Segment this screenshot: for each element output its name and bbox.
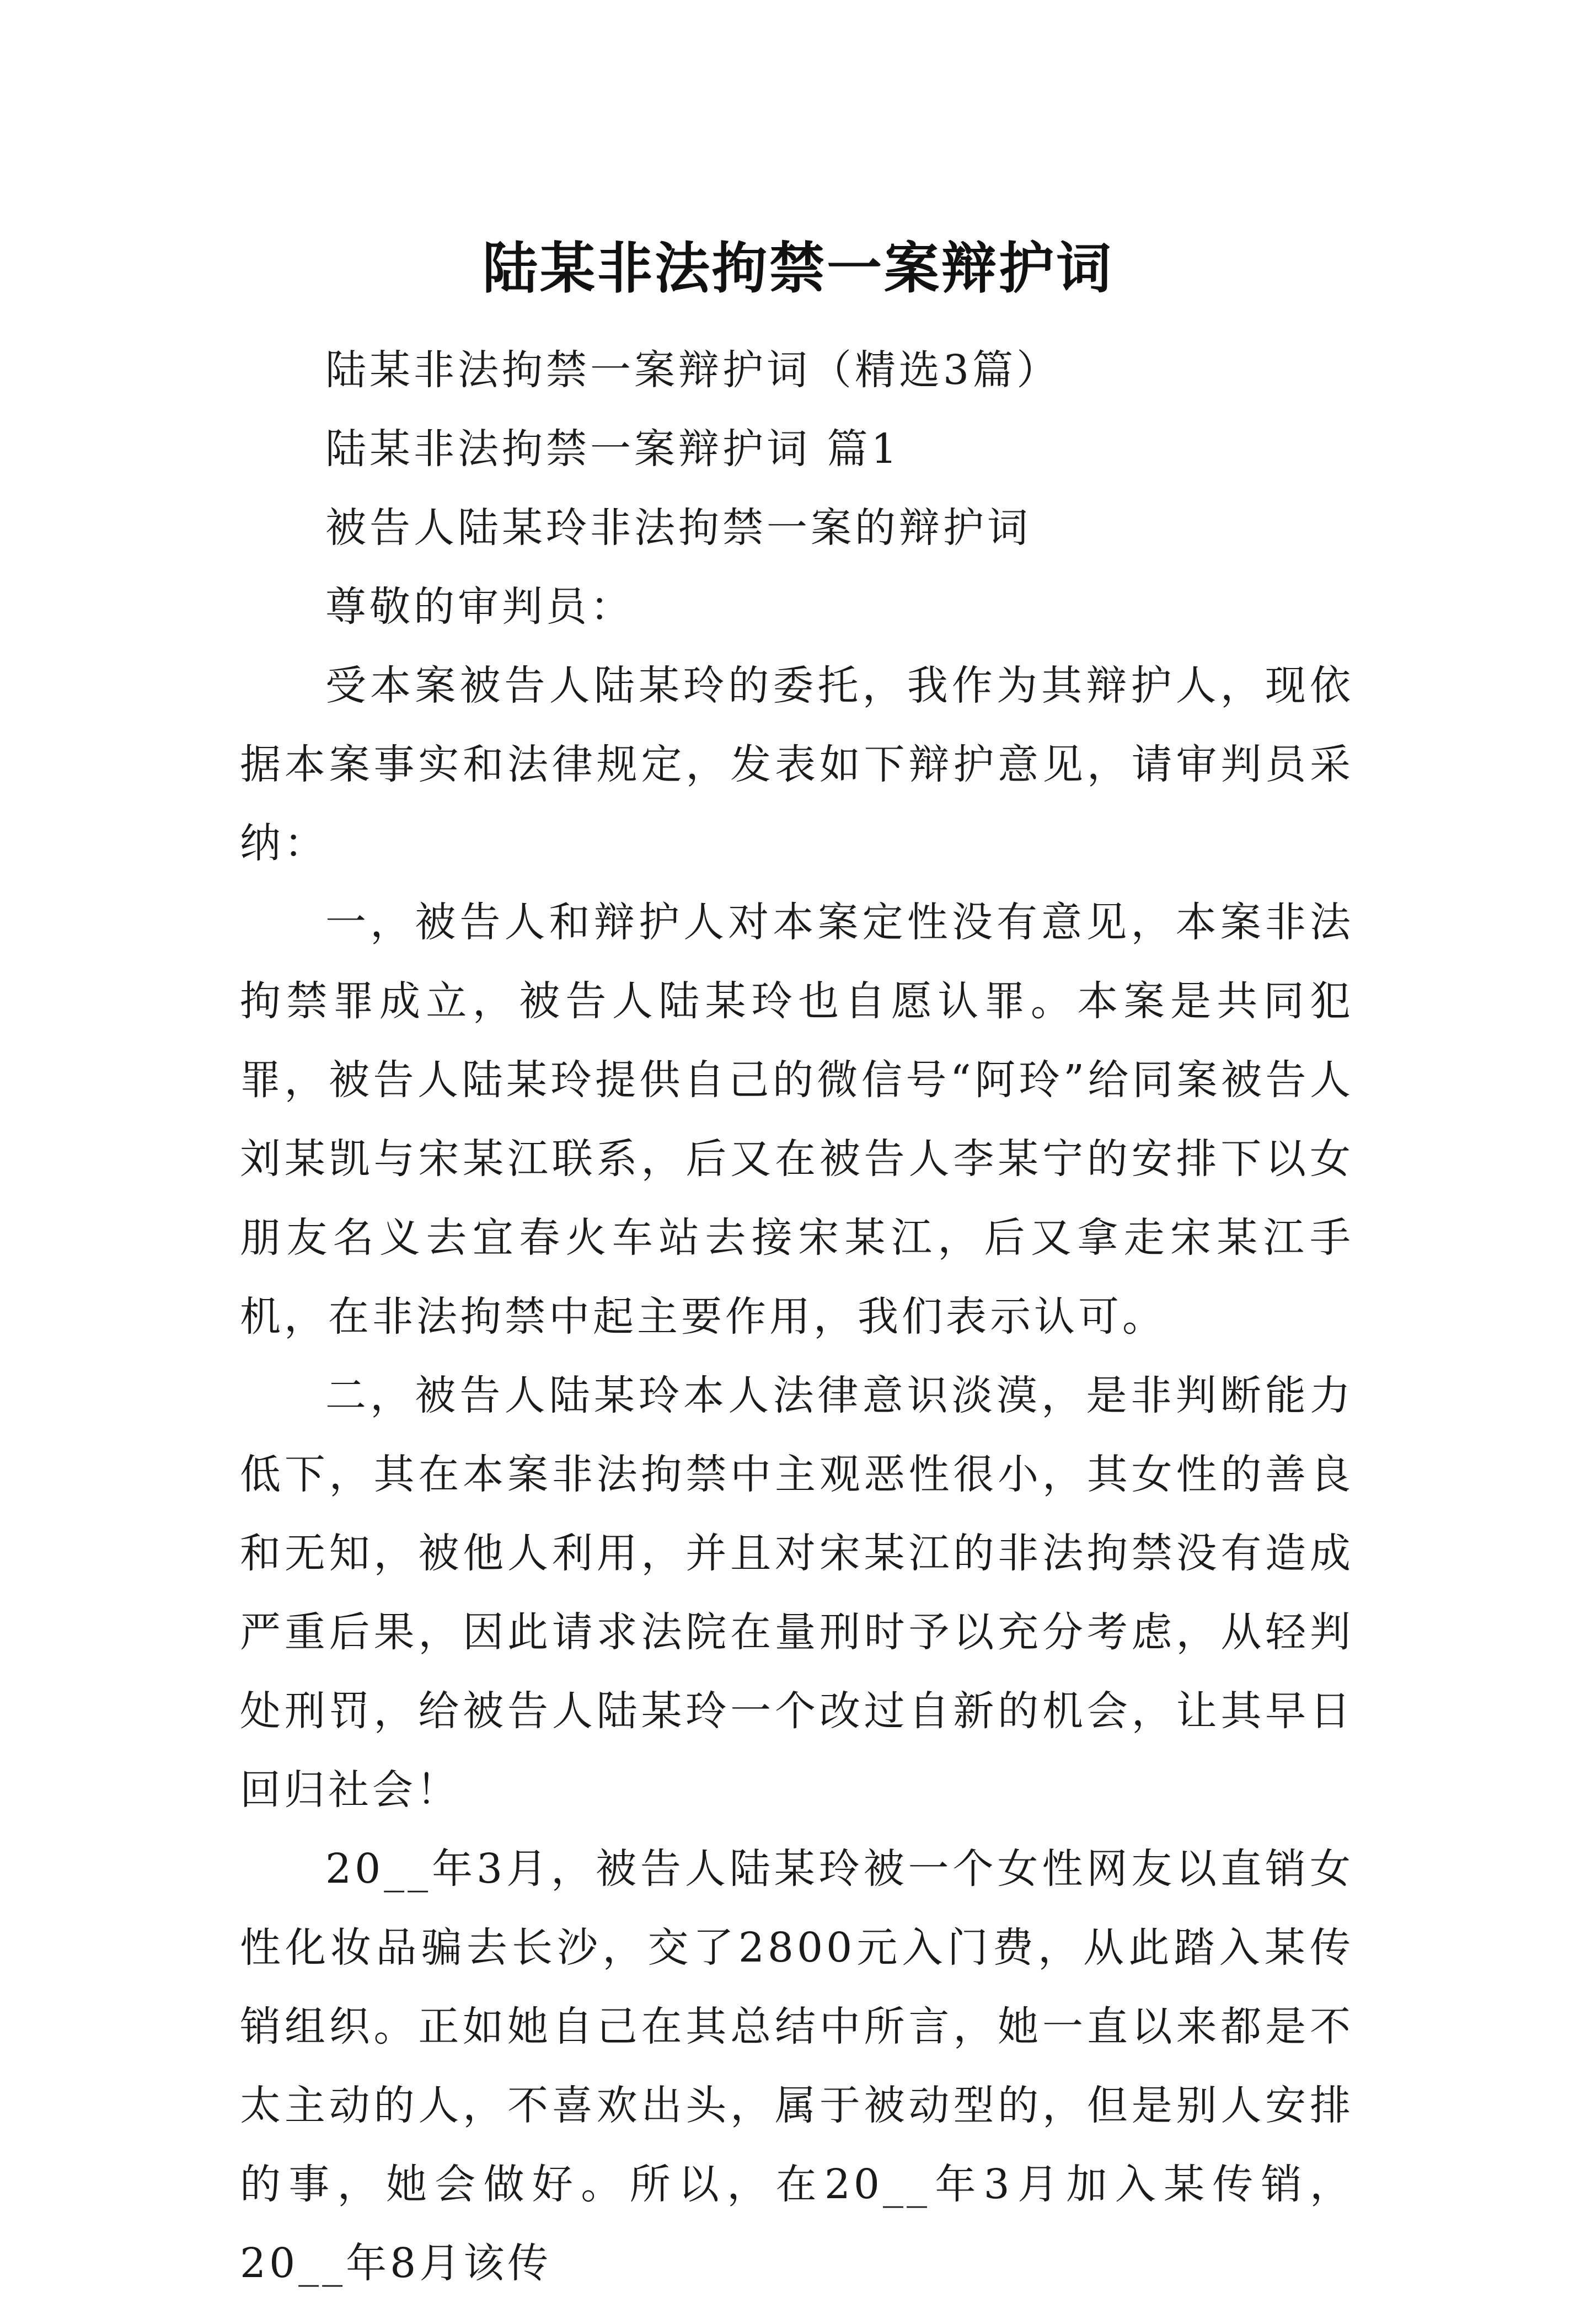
paragraph-salutation: 尊敬的审判员： — [325, 583, 634, 630]
paragraph-section-heading: 陆某非法拘禁一案辩护词 篇1 — [325, 425, 901, 473]
paragraph-background: 20__年3月，被告人陆某玲被一个女性网友以直销女性化妆品骗去长沙，交了2800元入门费，从此踏入某传销组织。正如她自己在其总结中所言，她一直以来都是不太主动的人，不喜欢出头，属于被动型的，但是别人安排的事，她会做好。所以，在20__年3月加入某传销，20__年8月该传 — [240, 1845, 1354, 2287]
paragraph-subtitle: 陆某非法拘禁一案辩护词（精选3篇） — [325, 346, 1061, 394]
paragraph-point-two: 二，被告人陆某玲本人法律意识淡漠，是非判断能力低下，其在本案非法拘禁中主观恶性很小，其女性的善良和无知，被他人利用，并且对宋某江的非法拘禁没有造成严重后果，因此请求法院在量刑时予以充分考虑，从轻判处刑罚，给被告人陆某玲一个改过自新的机会，让其早日回归社会！ — [240, 1372, 1354, 1814]
document-body — [240, 331, 1354, 2303]
paragraph-point-one: 一，被告人和辩护人对本案定性没有意见，本案非法拘禁罪成立，被告人陆某玲也自愿认罪。本案是共同犯罪，被告人陆某玲提供自己的微信号“阿玲”给同案被告人刘某凯与宋某江联系，后又在被告人李某宁的安排下以女朋友名义去宜春火车站去接宋某江，后又拿走宋某江手机，在非法拘禁中起主要作用，我们表示认可。 — [240, 899, 1354, 1340]
paragraph-case-heading: 被告人陆某玲非法拘禁一案的辩护词 — [325, 504, 1031, 552]
paragraph-intro: 受本案被告人陆某玲的委托，我作为其辩护人，现依据本案事实和法律规定，发表如下辩护意见，请审判员采纳： — [240, 662, 1354, 867]
document-title: 陆某非法拘禁一案辩护词 — [483, 236, 1113, 301]
